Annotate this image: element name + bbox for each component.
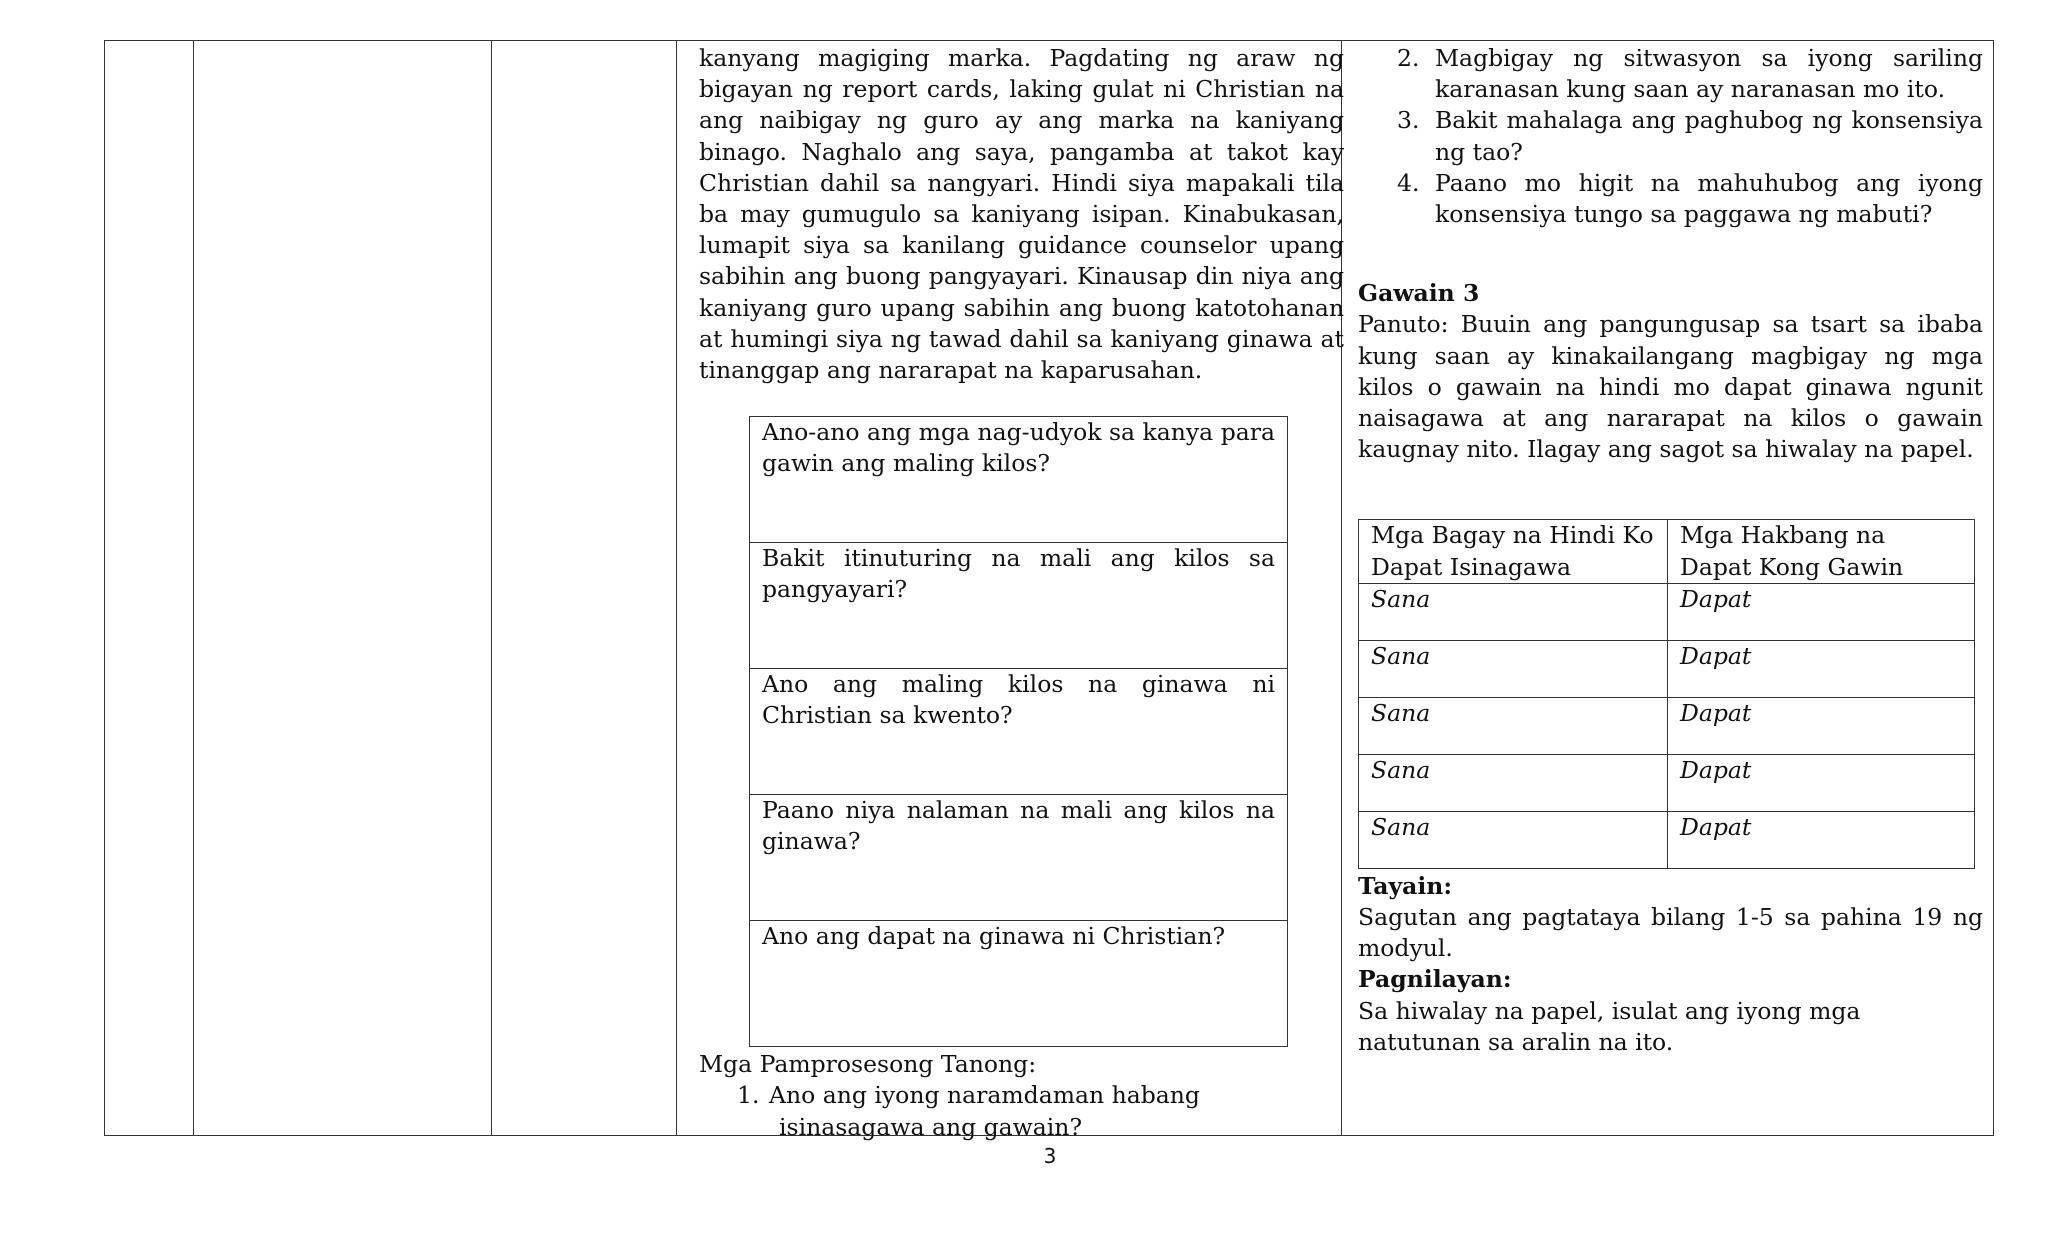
table-row <box>750 795 1288 921</box>
assessment-column <box>1346 41 1995 1135</box>
list-number: 3. <box>1397 106 1420 135</box>
table-cell: Dapat <box>1668 811 1975 868</box>
list-item-text: Paano mo higit na mahuhubog ang iyong konsensiya tungo sa paggawa ng mabuti? <box>1435 168 1983 229</box>
processing-questions-list <box>699 1080 1344 1142</box>
column-header: Mga Bagay na Hindi Ko Dapat Isinagawa <box>1359 520 1668 583</box>
gawain3-title: Gawain 3 <box>1358 279 1480 308</box>
table-row <box>1359 640 1975 697</box>
table-cell: Dapat <box>1668 697 1975 754</box>
pagnilayan-text: Sa hiwalay na papel, isulat ang iyong mga natutunan sa aralin na ito. <box>1358 996 1861 1056</box>
table-row <box>1359 754 1975 811</box>
tayain-text: Sagutan ang pagtataya bilang 1-5 sa pahina 19 ng modyul. <box>1358 903 1983 963</box>
lesson-plan-table <box>104 40 1994 1141</box>
column-header: Mga Hakbang na Dapat Kong Gawin <box>1668 520 1975 583</box>
pagnilayan-title: Pagnilayan: <box>1358 965 1512 994</box>
question-cell: Paano niya nalaman na mali ang kilos na ginawa? <box>750 795 1288 921</box>
table-row <box>1359 697 1975 754</box>
table-row <box>750 669 1288 795</box>
list-item-text: Bakit mahalaga ang paghubog ng konsensiya ng tao? <box>1435 106 1983 166</box>
list-item <box>699 1080 1344 1142</box>
table-row <box>750 921 1288 1047</box>
column-divider <box>193 41 194 1135</box>
question-cell: Ano ang maling kilos na ginawa ni Christian sa kwento? <box>750 669 1288 795</box>
table-cell: Dapat <box>1668 583 1975 640</box>
table-cell: Dapat <box>1668 640 1975 697</box>
activity-chart-table <box>1358 519 1975 868</box>
processing-questions-list-continued <box>1358 43 1983 230</box>
table-cell: Sana <box>1359 583 1668 640</box>
gawain3-instructions: Panuto: Buuin ang pangungusap sa tsart sa ibaba kung saan ay kinakailangang magbigay ng mga kilos o gawain na hindi mo dapat ginawa ngunit naisagawa at ang nararapat na kilos o gawain kaugnay nito. Ilagay ang sagot sa hiwalay na papel. <box>1358 310 1983 464</box>
list-number: 2. <box>1397 44 1420 72</box>
table-cell: Sana <box>1359 754 1668 811</box>
tayain-title: Tayain: <box>1358 871 1453 900</box>
column-divider <box>491 41 492 1135</box>
activity-column <box>688 41 1356 1141</box>
table-cell: Sana <box>1359 811 1668 868</box>
table-row <box>750 543 1288 669</box>
list-item-text: Ano ang iyong naramdaman habang <box>769 1081 1200 1110</box>
list-item <box>1358 168 1983 230</box>
list-item-text: Magbigay ng sitwasyon sa iyong sariling karanasan kung saan ay naranasan mo ito. <box>1435 44 1983 104</box>
list-item <box>1358 105 1983 167</box>
table-row <box>1359 811 1975 868</box>
list-number: 1. <box>737 1081 760 1110</box>
list-item-text-continued: isinasagawa ang gawain? <box>779 1112 1083 1141</box>
question-cell: Ano ang dapat na ginawa ni Christian? <box>750 921 1288 1047</box>
table-row <box>1359 583 1975 640</box>
column-divider <box>676 41 677 1135</box>
story-paragraph: kanyang magiging marka. Pagdating ng araw ng bigayan ng report cards, laking gulat ni Christian na ang naibigay ng guro ay ang marka na kaniyang binago. Naghalo ang saya, pangamba at takot kay Christian dahil sa nangyari. Hindi siya mapakali tila ba may gumugulo sa kaniyang isipan. Kinabukasan, lumapit siya sa kanilang guidance counselor upang sabihin ang buong pangyayari. Kinausap din niya ang kaniyang guro upang sabihin ang buong katotohanan at humingi siya ng tawad dahil sa kaniyang ginawa at tinanggap ang nararapat na kaparusahan. <box>699 44 1344 385</box>
table-row <box>750 417 1288 543</box>
list-item <box>1358 43 1983 105</box>
table-cell: Dapat <box>1668 754 1975 811</box>
table-cell: Sana <box>1359 697 1668 754</box>
questions-table <box>749 416 1288 1047</box>
table-cell: Sana <box>1359 640 1668 697</box>
question-cell: Ano-ano ang mga nag-udyok sa kanya para gawin ang maling kilos? <box>750 417 1288 543</box>
table-header-row <box>1359 520 1975 583</box>
question-cell: Bakit itinuturing na mali ang kilos sa pangyayari? <box>750 543 1288 669</box>
processing-questions-title: Mga Pamprosesong Tanong: <box>699 1050 1037 1079</box>
page-number: 3 <box>1043 1144 1057 1168</box>
list-number: 4. <box>1397 168 1420 197</box>
